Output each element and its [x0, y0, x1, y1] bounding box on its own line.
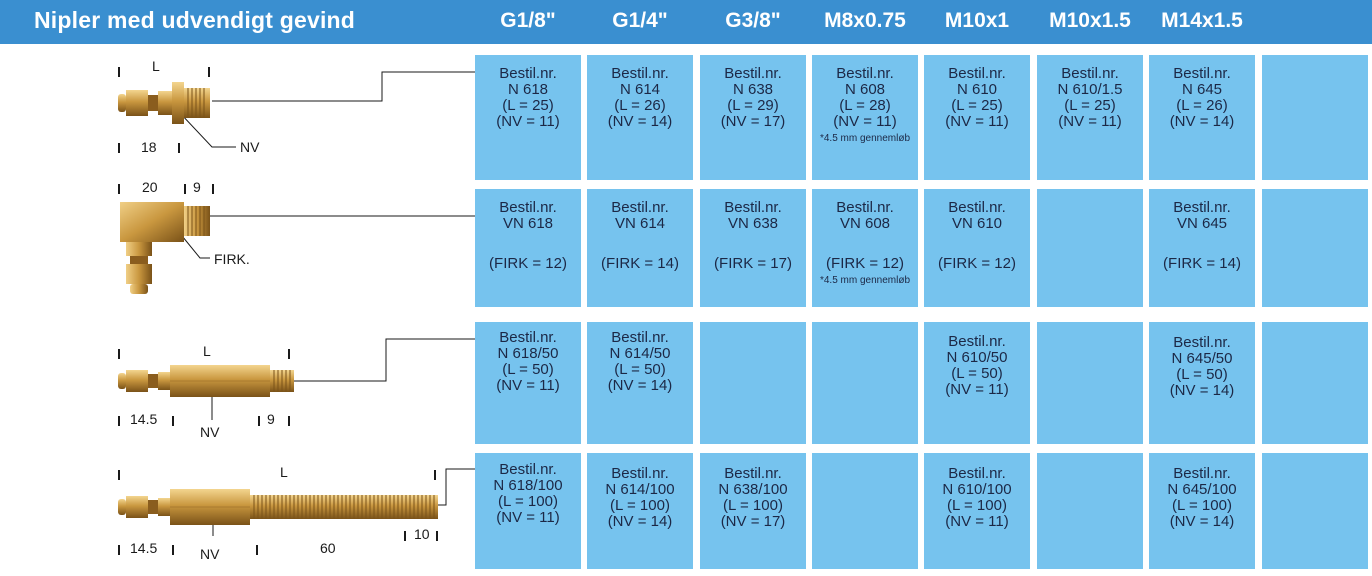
dim-tick — [118, 470, 120, 480]
dim-tick — [258, 416, 260, 426]
dim-tick — [256, 545, 258, 555]
order-cell-empty — [700, 322, 806, 444]
order-cell: Bestil.nr. N 618/50 (L = 50) (NV = 11) — [475, 322, 581, 444]
dim-tick — [178, 143, 180, 153]
column-header-g3-8: G3/8" — [725, 9, 781, 32]
dim-label-l: L — [152, 58, 160, 74]
column-header-m14x15: M14x1.5 — [1161, 9, 1243, 32]
order-cell: Bestil.nr. N 608 (L = 28) (NV = 11) *4.5 mm gennemløb — [812, 55, 918, 180]
dim-tick — [118, 184, 120, 194]
dim-label-b: 9 — [193, 179, 201, 195]
dim-label-a: 14.5 — [130, 540, 158, 556]
order-cell: Bestil.nr. N 614 (L = 26) (NV = 14) — [587, 55, 693, 180]
straight-nipple-icon — [116, 80, 216, 126]
dim-label-a: 20 — [142, 179, 158, 195]
column-header-m10x15: M10x1.5 — [1049, 9, 1131, 32]
order-cell: Bestil.nr. VN 618 (FIRK = 12) — [475, 189, 581, 307]
order-cell-empty — [1037, 322, 1143, 444]
extension-nipple-100-icon — [116, 487, 442, 527]
dim-tick — [404, 531, 406, 541]
dim-tick — [208, 67, 210, 77]
dim-tick — [172, 545, 174, 555]
order-cell: Bestil.nr. VN 610 (FIRK = 12) — [924, 189, 1030, 307]
dim-label-firk: FIRK. — [214, 251, 250, 267]
order-cell: Bestil.nr. N 645/50 (L = 50) (NV = 14) — [1149, 322, 1255, 444]
order-cell-empty — [812, 322, 918, 444]
order-cell: Bestil.nr. N 610 (L = 25) (NV = 11) — [924, 55, 1030, 180]
order-cell-empty — [1262, 55, 1368, 180]
dim-tick — [118, 143, 120, 153]
dim-label-nv: NV — [240, 139, 260, 155]
dim-tick — [172, 416, 174, 426]
dim-tick — [212, 184, 214, 194]
dim-tick — [288, 349, 290, 359]
order-cell: Bestil.nr. N 638/100 (L = 100) (NV = 17) — [700, 453, 806, 569]
dim-tick — [118, 416, 120, 426]
column-header-g1-4: G1/4" — [612, 9, 668, 32]
column-header-m8x075: M8x0.75 — [824, 9, 906, 32]
order-cell-empty — [1037, 453, 1143, 569]
dim-label-l: L — [280, 464, 288, 480]
dim-tick — [434, 470, 436, 480]
dim-tick — [436, 531, 438, 541]
order-cell: Bestil.nr. VN 638 (FIRK = 17) — [700, 189, 806, 307]
dim-tick — [118, 545, 120, 555]
order-cell: Bestil.nr. N 614/100 (L = 100) (NV = 14) — [587, 453, 693, 569]
dim-tick — [118, 349, 120, 359]
order-cell: Bestil.nr. N 610/50 (L = 50) (NV = 11) — [924, 322, 1030, 444]
order-cell: Bestil.nr. N 645/100 (L = 100) (NV = 14) — [1149, 453, 1255, 569]
dim-label-nv: NV — [200, 546, 220, 562]
order-cell: Bestil.nr. N 645 (L = 26) (NV = 14) — [1149, 55, 1255, 180]
elbow-nipple-icon — [116, 198, 216, 298]
order-cell-empty — [1262, 189, 1368, 307]
column-header-g1-8: G1/8" — [500, 9, 556, 32]
dim-label-l: L — [203, 343, 211, 359]
dim-label-a: 14.5 — [130, 411, 158, 427]
order-cell-empty — [812, 453, 918, 569]
dim-label-nv: NV — [200, 424, 220, 440]
order-cell: Bestil.nr. VN 614 (FIRK = 14) — [587, 189, 693, 307]
extension-nipple-50-icon — [116, 364, 296, 398]
dim-tick — [184, 184, 186, 194]
order-cell: Bestil.nr. N 610/1.5 (L = 25) (NV = 11) — [1037, 55, 1143, 180]
dim-tick — [118, 67, 120, 77]
order-cell-empty — [1262, 453, 1368, 569]
order-cell: Bestil.nr. N 618 (L = 25) (NV = 11) — [475, 55, 581, 180]
order-cell: Bestil.nr. N 614/50 (L = 50) (NV = 14) — [587, 322, 693, 444]
order-cell: Bestil.nr. VN 645 (FIRK = 14) — [1149, 189, 1255, 307]
order-cell-empty — [1262, 322, 1368, 444]
order-cell: Bestil.nr. VN 608 (FIRK = 12) *4.5 mm gennemløb — [812, 189, 918, 307]
dim-label-c: 10 — [414, 526, 430, 542]
order-cell: Bestil.nr. N 638 (L = 29) (NV = 17) — [700, 55, 806, 180]
dim-label-a: 18 — [141, 139, 157, 155]
order-cell-empty — [1037, 189, 1143, 307]
dim-label-b: 60 — [320, 540, 336, 556]
order-cell: Bestil.nr. N 618/100 (L = 100) (NV = 11) — [475, 453, 581, 569]
column-header-m10x1: M10x1 — [944, 9, 1010, 32]
order-cell: Bestil.nr. N 610/100 (L = 100) (NV = 11) — [924, 453, 1030, 569]
dim-tick — [288, 416, 290, 426]
dim-label-b: 9 — [267, 411, 275, 427]
page-title: Nipler med udvendigt gevind — [34, 7, 356, 33]
